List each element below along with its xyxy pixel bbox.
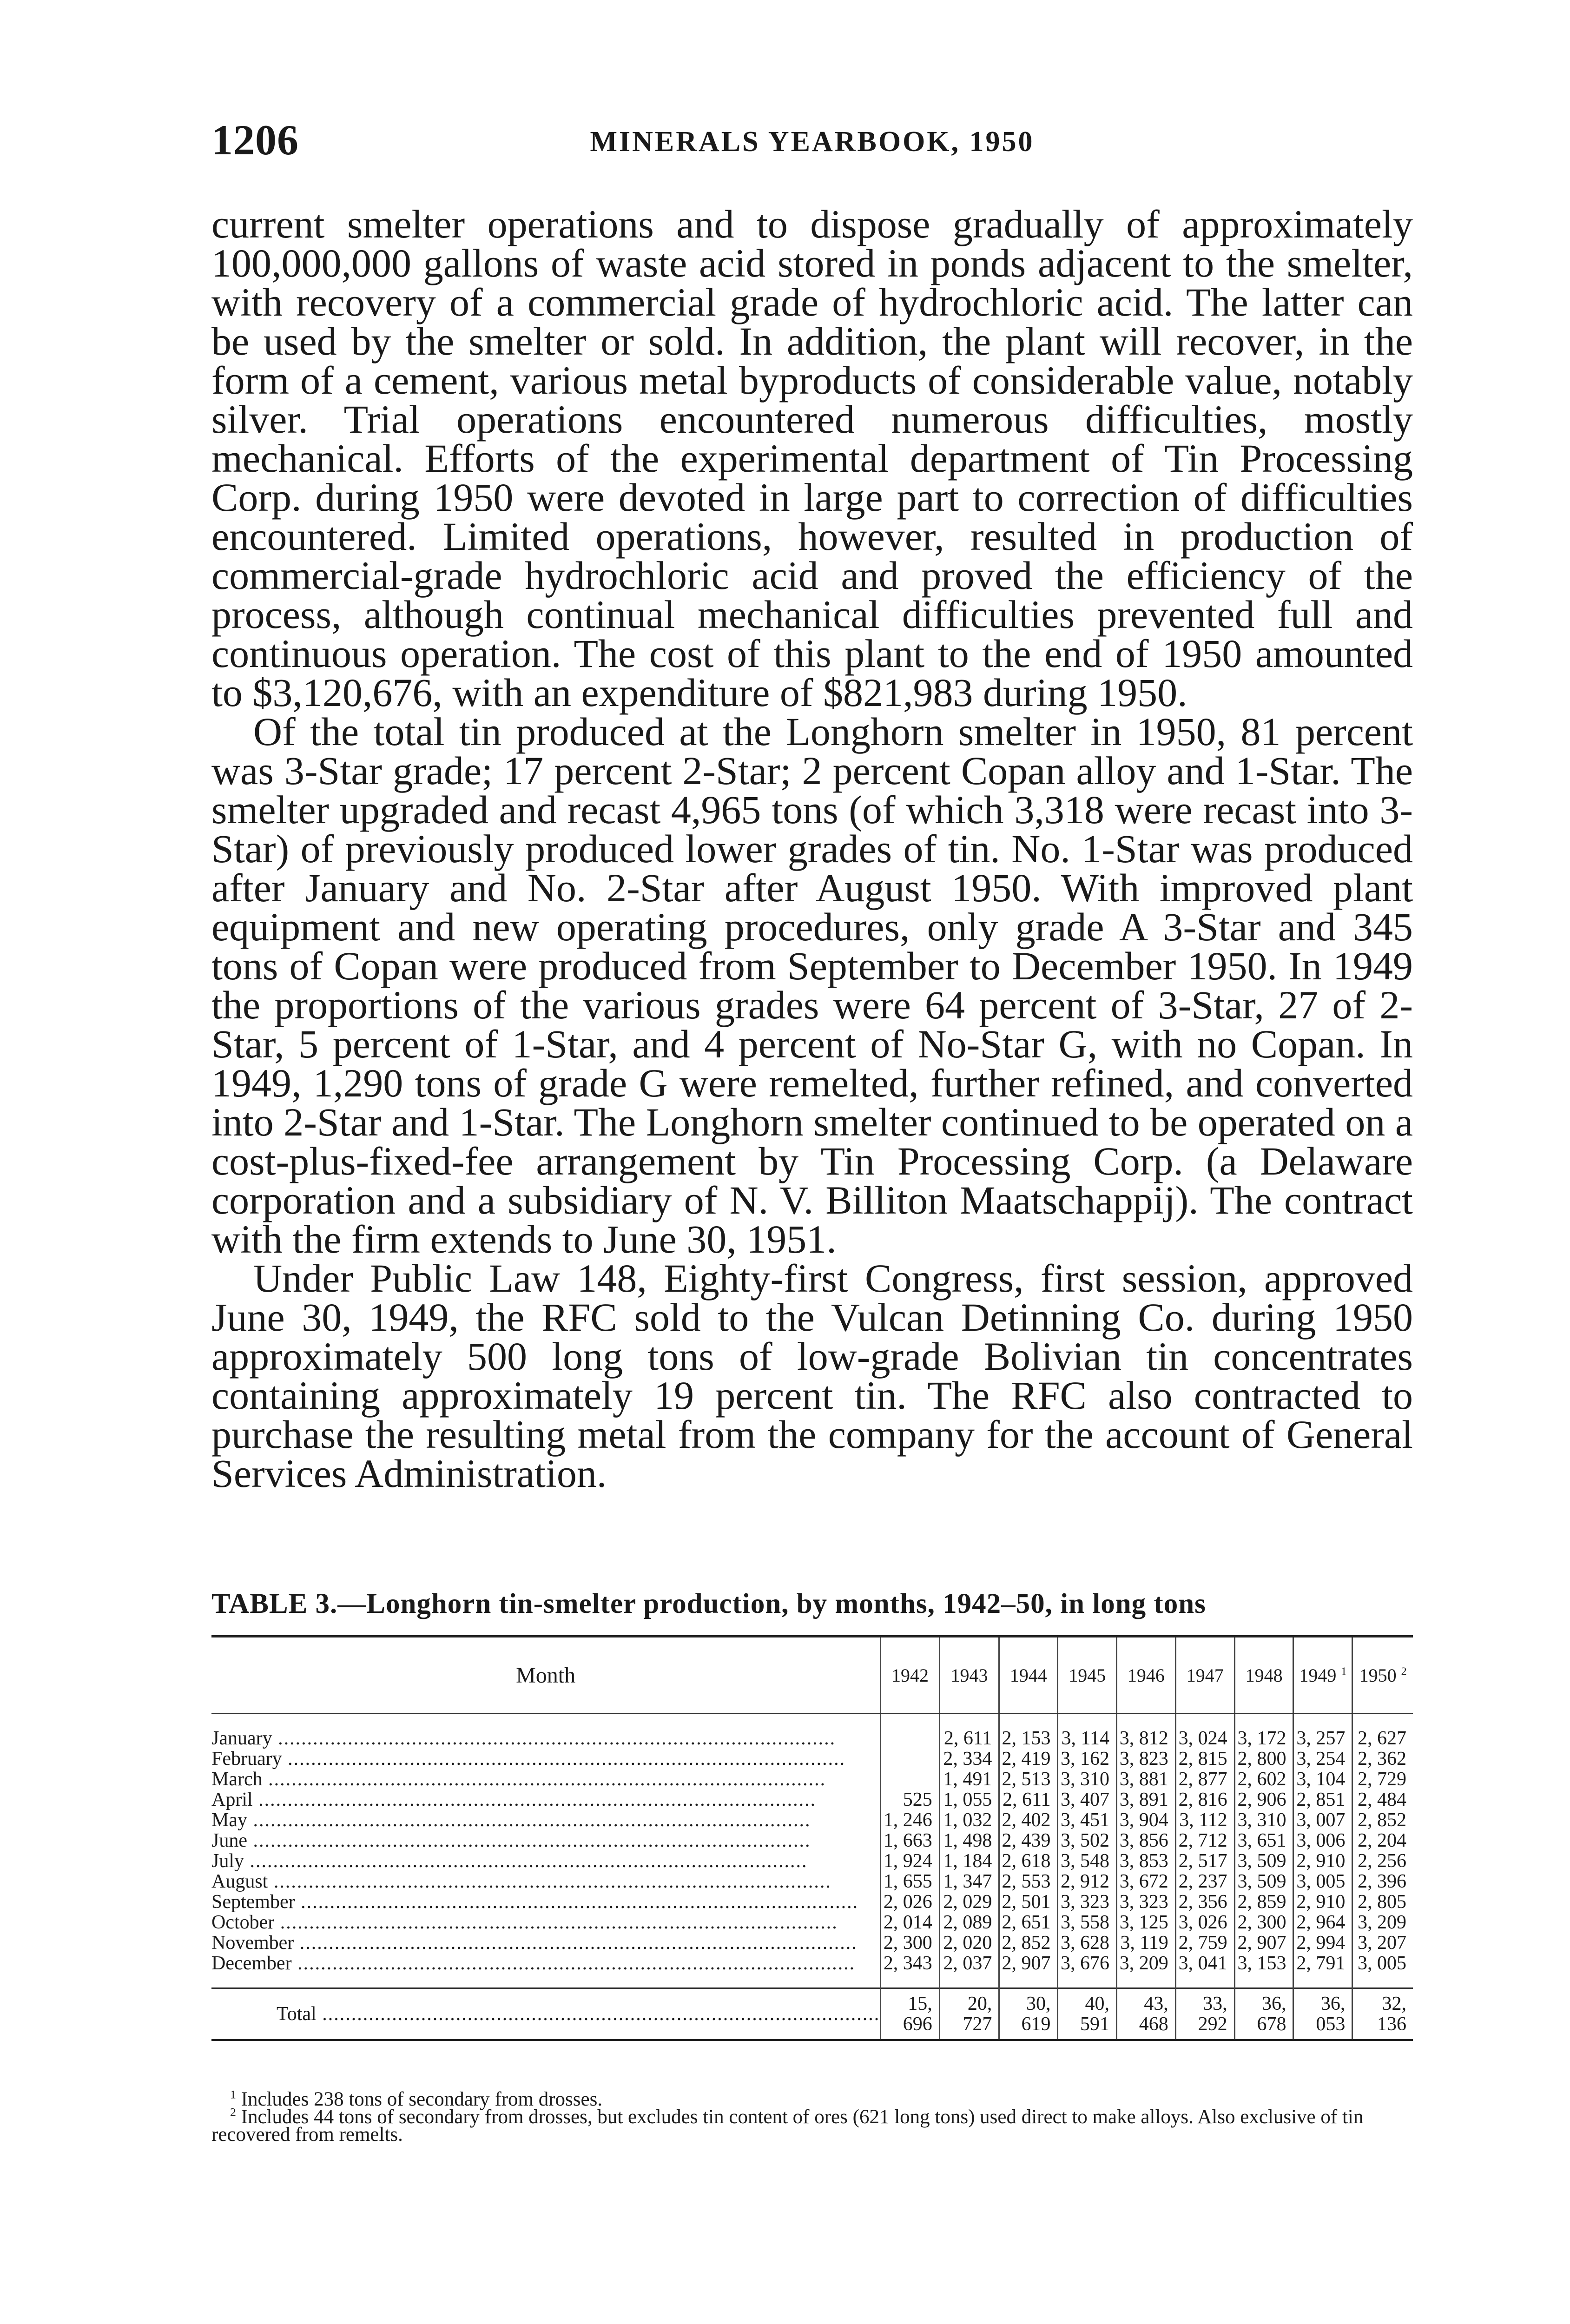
value-cell: 2, 611 [999,1789,1058,1810]
footnote [211,2105,1413,2146]
value-cell [881,1714,940,1749]
value-cell: 2, 910 [1293,1892,1352,1912]
value-cell: 2, 256 [1352,1851,1413,1871]
total-value-cell: 15, 696 [881,1988,940,2040]
footnote-mark: 2 [230,2105,236,2119]
value-cell: 2, 037 [939,1953,999,1988]
month-cell: November ..... [211,1933,881,1953]
value-cell: 2, 852 [999,1933,1058,1953]
production-table [211,1635,1413,2041]
month-cell: January ..... [211,1714,881,1749]
value-cell: 3, 558 [1058,1912,1117,1933]
running-head [211,115,1413,171]
table-row [211,1749,1413,1769]
value-cell: 2, 791 [1293,1953,1352,1988]
value-cell: 2, 517 [1175,1851,1234,1871]
table-row [211,1953,1413,1988]
value-cell: 3, 172 [1234,1714,1293,1749]
month-cell: May ..... [211,1810,881,1830]
month-cell: August ..... [211,1871,881,1892]
table-header-row [211,1637,1413,1714]
year-column-header [999,1637,1058,1714]
total-value-cell: 32, 136 [1352,1988,1413,2040]
value-cell: 2, 026 [881,1892,940,1912]
footnote-mark: 1 [230,2087,236,2101]
value-cell: 2, 343 [881,1953,940,1988]
month-cell: July ..... [211,1851,881,1871]
total-value-cell: 36, 053 [1293,1988,1352,2040]
month-cell: October ..... [211,1912,881,1933]
value-cell: 2, 877 [1175,1769,1234,1789]
month-cell: December ..... [211,1953,881,1988]
value-cell [881,1769,940,1789]
total-value-cell: 43, 468 [1116,1988,1175,2040]
value-cell: 2, 851 [1293,1789,1352,1810]
month-cell: March ..... [211,1769,881,1789]
table-row [211,1892,1413,1912]
table-row [211,1810,1413,1830]
value-cell: 3, 904 [1116,1810,1175,1830]
value-cell: 3, 823 [1116,1749,1175,1769]
year-label: 1945 [1069,1664,1106,1686]
year-column-header [939,1637,999,1714]
value-cell: 2, 501 [999,1892,1058,1912]
year-label: 1950 [1359,1664,1397,1686]
value-cell: 3, 119 [1116,1933,1175,1953]
year-column-header [1116,1637,1175,1714]
page-number: 1206 [211,116,299,164]
value-cell: 3, 162 [1058,1749,1117,1769]
year-column-header [881,1637,940,1714]
value-cell: 2, 020 [939,1933,999,1953]
value-cell: 3, 005 [1352,1953,1413,1988]
table-row [211,1769,1413,1789]
year-label: 1943 [950,1664,988,1686]
value-cell: 3, 005 [1293,1871,1352,1892]
table-row [211,1851,1413,1871]
year-label: 1944 [1009,1664,1047,1686]
value-cell: 3, 509 [1234,1871,1293,1892]
table-row [211,1871,1413,1892]
value-cell: 2, 484 [1352,1789,1413,1810]
table-row [211,1714,1413,1749]
value-cell: 3, 310 [1058,1769,1117,1789]
value-cell: 1, 491 [939,1769,999,1789]
value-cell: 3, 153 [1234,1953,1293,1988]
footnote-mark: 2 [1401,1665,1407,1678]
month-cell: April ..... [211,1789,881,1810]
value-cell: 3, 310 [1234,1810,1293,1830]
year-column-header [1175,1637,1234,1714]
value-cell: 2, 759 [1175,1933,1234,1953]
value-cell: 1, 184 [939,1851,999,1871]
value-cell: 2, 910 [1293,1851,1352,1871]
table-caption: TABLE 3.—Longhorn tin-smelter production, by months, 1942–50, in long tons [211,1588,1206,1619]
value-cell: 3, 451 [1058,1810,1117,1830]
value-cell: 3, 254 [1293,1749,1352,1769]
year-column-header [1293,1637,1352,1714]
value-cell: 3, 257 [1293,1714,1352,1749]
value-cell: 2, 912 [1058,1871,1117,1892]
value-cell: 3, 628 [1058,1933,1117,1953]
year-column-header [1058,1637,1117,1714]
year-label: 1949 [1299,1664,1337,1686]
value-cell: 2, 513 [999,1769,1058,1789]
value-cell: 525 [881,1789,940,1810]
month-cell: June ..... [211,1830,881,1851]
value-cell: 2, 964 [1293,1912,1352,1933]
table-row [211,1912,1413,1933]
value-cell: 2, 300 [881,1933,940,1953]
paragraph: current smelter operations and to dispose gradually of approximately 100,000,000 gallons of waste acid stored in ponds adjacent to the smelter, with recovery of a commercial grade of hydrochloric acid. The latter can be used by the smelter or sold. In addition, the plant will recover, in the form of a cement, various metal byproducts of considerable value, notably silver. Trial operations encountered numerous difficulties, mostly mechanical. Efforts of the experimental department of Tin Processing Corp. during 1950 were devoted in large part to correction of difficulties encountered. Limited operations, however, resulted in production of commercial-grade hydrochloric acid and proved the efficiency of the process, although continual mechanical difficulties prevented full and continuous operation. The cost of this plant to the end of 1950 amounted to $3,120,676, with an expenditure of $821,983 during 1950. [211,202,1413,715]
value-cell: 3, 104 [1293,1769,1352,1789]
value-cell: 3, 672 [1116,1871,1175,1892]
body-text [211,202,1413,1496]
year-label: 1947 [1186,1664,1224,1686]
value-cell: 2, 402 [999,1810,1058,1830]
value-cell: 2, 859 [1234,1892,1293,1912]
value-cell: 1, 655 [881,1871,940,1892]
value-cell: 2, 611 [939,1714,999,1749]
value-cell: 3, 891 [1116,1789,1175,1810]
year-label: 1948 [1245,1664,1283,1686]
value-cell: 2, 906 [1234,1789,1293,1810]
value-cell: 1, 246 [881,1810,940,1830]
value-cell: 3, 112 [1175,1810,1234,1830]
value-cell: 2, 362 [1352,1749,1413,1769]
table-row [211,1933,1413,1953]
value-cell: 1, 498 [939,1830,999,1851]
value-cell: 2, 816 [1175,1789,1234,1810]
value-cell: 1, 924 [881,1851,940,1871]
value-cell: 2, 815 [1175,1749,1234,1769]
value-cell: 2, 439 [999,1830,1058,1851]
table-row [211,1830,1413,1851]
value-cell: 3, 407 [1058,1789,1117,1810]
year-label: 1942 [891,1664,929,1686]
value-cell: 2, 029 [939,1892,999,1912]
value-cell: 3, 007 [1293,1810,1352,1830]
table-footnotes [211,2087,1413,2146]
value-cell: 2, 712 [1175,1830,1234,1851]
value-cell: 2, 852 [1352,1810,1413,1830]
value-cell: 2, 334 [939,1749,999,1769]
value-cell: 2, 419 [999,1749,1058,1769]
value-cell: 2, 300 [1234,1912,1293,1933]
value-cell: 2, 627 [1352,1714,1413,1749]
value-cell: 2, 014 [881,1912,940,1933]
month-cell: September ..... [211,1892,881,1912]
value-cell: 3, 651 [1234,1830,1293,1851]
value-cell: 3, 207 [1352,1933,1413,1953]
value-cell: 3, 509 [1234,1851,1293,1871]
value-cell: 3, 209 [1116,1953,1175,1988]
total-value-cell: 33, 292 [1175,1988,1234,2040]
value-cell: 3, 502 [1058,1830,1117,1851]
footnote-text: Includes 44 tons of secondary from drosses, but excludes tin content of ores (621 long tons) used direct to make alloys. Also exclusive of tin recovered from remelts. [211,2106,1364,2146]
total-value-cell: 40, 591 [1058,1988,1117,2040]
value-cell: 3, 125 [1116,1912,1175,1933]
value-cell: 2, 800 [1234,1749,1293,1769]
value-cell: 1, 663 [881,1830,940,1851]
value-cell: 3, 026 [1175,1912,1234,1933]
value-cell: 3, 006 [1293,1830,1352,1851]
value-cell: 2, 602 [1234,1769,1293,1789]
running-title: MINERALS YEARBOOK, 1950 [590,126,1035,158]
value-cell: 3, 853 [1116,1851,1175,1871]
value-cell: 3, 209 [1352,1912,1413,1933]
value-cell: 3, 024 [1175,1714,1234,1749]
value-cell: 3, 323 [1116,1892,1175,1912]
value-cell: 2, 994 [1293,1933,1352,1953]
value-cell: 1, 032 [939,1810,999,1830]
value-cell: 1, 055 [939,1789,999,1810]
value-cell [881,1749,940,1769]
value-cell: 2, 396 [1352,1871,1413,1892]
total-label-cell: Total ..... [211,1988,881,2040]
total-value-cell: 20, 727 [939,1988,999,2040]
value-cell: 2, 204 [1352,1830,1413,1851]
value-cell: 2, 237 [1175,1871,1234,1892]
month-cell: February ..... [211,1749,881,1769]
paragraph: Of the total tin produced at the Longhorn smelter in 1950, 81 percent was 3-Star grade; 17 percent 2-Star; 2 percent Copan alloy and 1-Star. The smelter upgraded and recast 4,965 tons (of which 3,318 were recast into 3-Star) of previously produced lower grades of tin. No. 1-Star was produced after January and No. 2-Star after August 1950. With improved plant equipment and new operating procedures, only grade A 3-Star and 345 tons of Copan were produced from September to December 1950. In 1949 the proportions of the various grades were 64 percent of 3-Star, 27 of 2-Star, 5 percent of 1-Star, and 4 percent of No-Star G, with no Copan. In 1949, 1,290 tons of grade G were remelted, further refined, and converted into 2-Star and 1-Star. The Longhorn smelter continued to be operated on a cost-plus-fixed-fee arrangement by Tin Processing Corp. (a Delaware corporation and a subsidiary of N. V. Billiton Maatschappij). The contract with the firm extends to June 30, 1951. [211,709,1413,1261]
value-cell: 3, 856 [1116,1830,1175,1851]
value-cell: 2, 553 [999,1871,1058,1892]
table-total-row [211,1988,1413,2040]
value-cell: 3, 881 [1116,1769,1175,1789]
month-column-header: Month [211,1637,881,1714]
value-cell: 2, 805 [1352,1892,1413,1912]
value-cell: 3, 041 [1175,1953,1234,1988]
footnote-mark: 1 [1341,1665,1347,1678]
value-cell: 3, 323 [1058,1892,1117,1912]
year-label: 1946 [1127,1664,1165,1686]
value-cell: 3, 812 [1116,1714,1175,1749]
value-cell: 2, 618 [999,1851,1058,1871]
value-cell: 2, 907 [999,1953,1058,1988]
year-column-header [1352,1637,1413,1714]
total-value-cell: 36, 678 [1234,1988,1293,2040]
footnote-text: Includes 238 tons of secondary from drosses. [241,2088,603,2110]
value-cell: 3, 548 [1058,1851,1117,1871]
value-cell: 2, 729 [1352,1769,1413,1789]
total-value-cell: 30, 619 [999,1988,1058,2040]
year-column-header [1234,1637,1293,1714]
value-cell: 3, 676 [1058,1953,1117,1988]
value-cell: 2, 651 [999,1912,1058,1933]
paragraph: Under Public Law 148, Eighty-first Congress, first session, approved June 30, 1949, the RFC sold to the Vulcan Detinning Co. during 1950 approximately 500 long tons of low-grade Bolivian tin concentrates containing approximately 19 percent tin. The RFC also contracted to purchase the resulting metal from the company for the account of General Services Administration. [211,1256,1413,1496]
table-row [211,1789,1413,1810]
value-cell: 3, 114 [1058,1714,1117,1749]
value-cell: 2, 153 [999,1714,1058,1749]
value-cell: 2, 089 [939,1912,999,1933]
value-cell: 2, 356 [1175,1892,1234,1912]
value-cell: 2, 907 [1234,1933,1293,1953]
value-cell: 1, 347 [939,1871,999,1892]
